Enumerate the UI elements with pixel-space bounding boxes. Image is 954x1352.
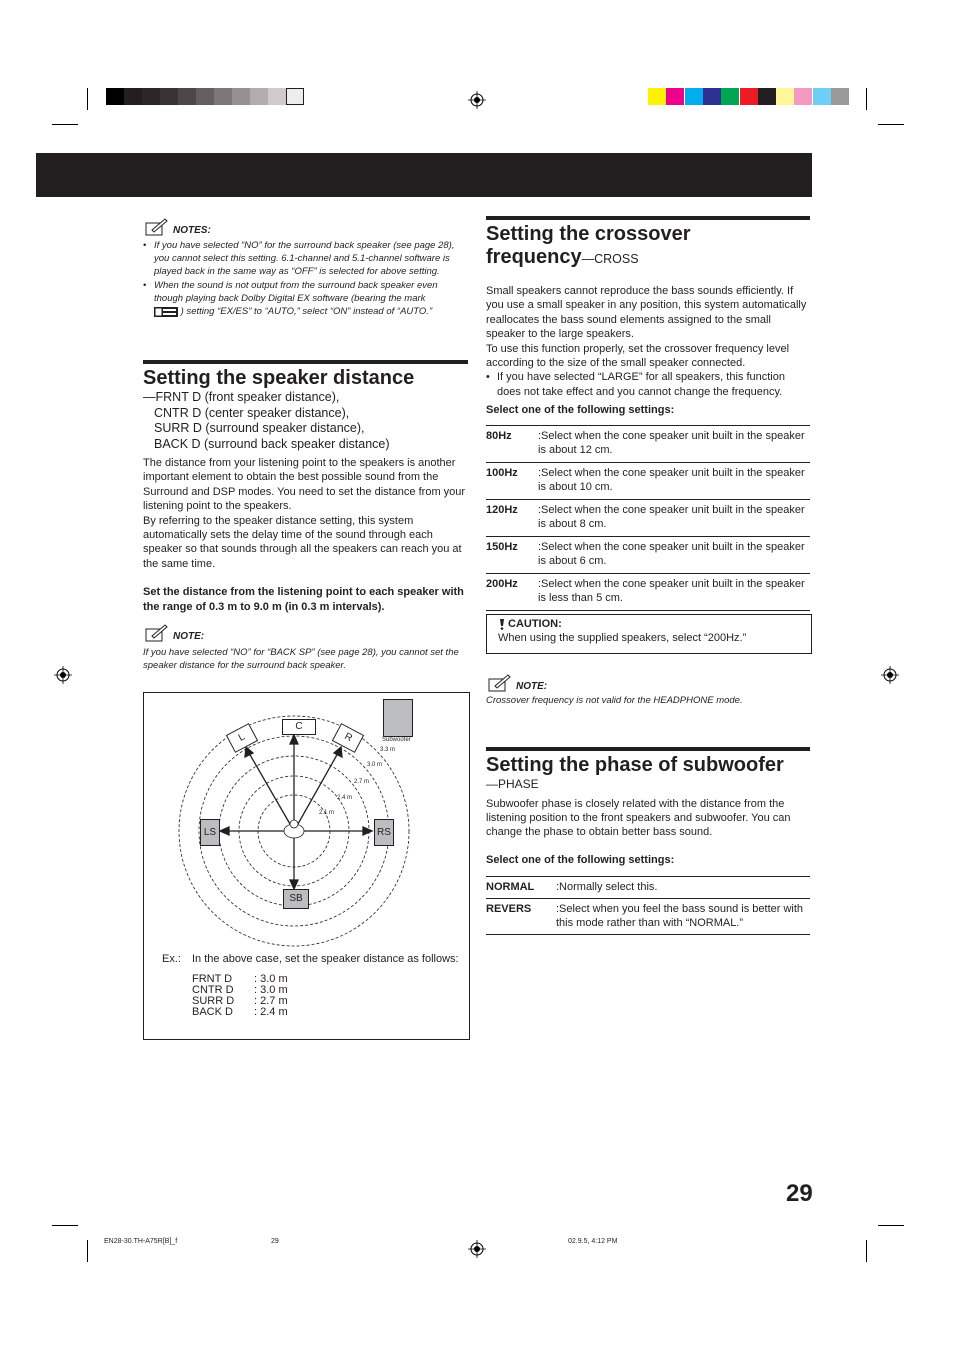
subtitle-line: BACK D (surround back speaker distance): [154, 436, 390, 451]
gray-swatch: [232, 88, 250, 105]
crop-mark: [866, 88, 867, 110]
caution-icon: [499, 619, 505, 630]
crop-mark: [52, 1225, 78, 1226]
crossover-option-row: [486, 573, 810, 610]
example-row: FRNT D : 3.0 m: [192, 973, 288, 985]
note-text: Crossover frequency is not valid for the HEADPHONE mode.: [486, 695, 743, 706]
color-swatch: [831, 88, 849, 105]
option-key: 80Hz: [486, 429, 512, 442]
page-number: 29: [786, 1180, 813, 1207]
subtitle-line: CNTR D (center speaker distance),: [154, 405, 350, 420]
crossover-option-row: [486, 462, 810, 499]
subtitle-line: SURR D (surround speaker distance),: [154, 421, 365, 435]
distance-label: 3.3 m: [380, 747, 396, 753]
surround-back-speaker: SB: [283, 889, 309, 909]
dolby-digital-ex-logo-icon: [154, 307, 178, 317]
crossover-note: [486, 672, 810, 707]
note-pencil-icon: [486, 674, 512, 692]
phase-section: [486, 747, 810, 935]
crossover-option-row: [486, 536, 810, 573]
registration-target-icon: [468, 91, 486, 109]
crossover-option-row: [486, 425, 810, 462]
crossover-section: [486, 216, 810, 611]
paragraph: Subwoofer phase is closely related with the distance from the listening position to the front speakers and subwoofer. You can change the phase to obtain better bass sound.: [486, 797, 791, 839]
footer-date: 02.9.5, 4:12 PM: [568, 1238, 618, 1245]
note-heading: NOTE:: [173, 631, 205, 643]
option-description: :Normally select this.: [556, 881, 658, 894]
gray-swatch: [160, 88, 178, 105]
gray-swatch: [214, 88, 232, 105]
paragraph: To use this function properly, set the crossover frequency level according to the size of the small speaker connected.: [486, 342, 790, 370]
surround-left-speaker: LS: [200, 819, 220, 846]
phase-option-row: [486, 877, 810, 899]
notes-section: [143, 218, 469, 318]
example-block: Ex.: In the above case, set the speaker distance as follows: FRNT D : 3.0 m CNTR D : 3.0 m SURR D : 2.7 m BACK D : 2.4 m: [162, 954, 462, 1018]
example-row: SURR D : 2.7 m: [192, 995, 288, 1007]
gray-swatch: [286, 88, 304, 105]
option-key: 200Hz: [486, 577, 518, 590]
bullet-item: • If you have selected “LARGE” for all speakers, this function does not take effect and you cannot change the frequency.: [486, 371, 785, 398]
footer-file: EN28-30.TH-A75R[B]_f: [104, 1238, 178, 1245]
color-swatch: [685, 88, 703, 105]
header-band: [36, 153, 812, 197]
subwoofer: [383, 699, 413, 737]
example-row: CNTR D : 3.0 m: [192, 984, 288, 996]
option-key: 100Hz: [486, 466, 518, 479]
option-description: :Select when the cone speaker unit built in the speaker is about 10 cm.: [538, 466, 805, 493]
speaker-distance-section: [143, 360, 468, 672]
paragraph: By referring to the speaker distance setting, this system automatically sets the delay time of the sound through each speaker so that sounds through all the speakers can reach you at the same time.: [143, 514, 462, 570]
option-description: :Select when the cone speaker unit built in the speaker is about 8 cm.: [538, 503, 805, 530]
surround-right-speaker: RS: [374, 819, 394, 846]
color-swatch: [813, 88, 831, 105]
color-swatch: [703, 88, 721, 105]
crop-mark: [866, 1240, 867, 1262]
distance-label: 3.0 m: [367, 762, 383, 768]
gray-swatch: [106, 88, 124, 105]
distance-label: 2.1 m: [319, 810, 335, 816]
color-swatch: [740, 88, 758, 105]
caution-text: When using the supplied speakers, select “200Hz.”: [498, 632, 747, 644]
crossover-options-table: [486, 425, 810, 611]
phase-option-row: [486, 899, 810, 935]
color-swatch: [721, 88, 739, 105]
distance-label: 2.4 m: [337, 795, 353, 801]
gray-swatch: [196, 88, 214, 105]
gray-swatch: [178, 88, 196, 105]
section-title: Setting the phase of subwoofer: [486, 754, 784, 776]
color-swatch: [666, 88, 684, 105]
note-pencil-icon: [143, 624, 169, 642]
gray-swatch: [268, 88, 286, 105]
notes-item: • When the sound is not output from the surround back speaker even though playing back Dolby Digital EX software (bearing the mark ) setting “EX/ES” to “AUTO,” select “ON” instead of “AUTO.”: [143, 279, 438, 318]
select-label: Select one of the following settings:: [486, 404, 675, 417]
subtitle-line: —FRNT D (front speaker distance),: [143, 390, 340, 404]
note-text: If you have selected “NO” for “BACK SP” (see page 28), you cannot set the speaker distance for the surround back speaker.: [143, 647, 459, 672]
section-title: Setting the crossover frequency—CROSS: [486, 223, 691, 268]
notes-heading: NOTES:: [173, 225, 211, 236]
registration-target-icon: [54, 666, 72, 684]
select-label: Select one of the following settings:: [486, 853, 675, 866]
gray-swatch: [142, 88, 160, 105]
option-key: NORMAL: [486, 881, 535, 894]
distance-label: 2.7 m: [354, 779, 370, 785]
center-speaker: C: [282, 719, 316, 735]
crop-mark: [878, 1225, 904, 1226]
option-description: :Select when you feel the bass sound is better with this mode rather than with “NORMAL.”: [556, 903, 804, 930]
crop-mark: [52, 124, 78, 125]
front-left-speaker: L: [226, 723, 258, 753]
section-title: Setting the speaker distance: [143, 367, 415, 389]
option-key: REVERS: [486, 903, 532, 916]
color-swatch: [776, 88, 794, 105]
color-swatch: [648, 88, 666, 105]
option-description: :Select when the cone speaker unit built in the speaker is about 6 cm.: [538, 540, 805, 567]
paragraph: The distance from your listening point to the speakers is another important element to obtain the best possible sound from the Surround and DSP modes. You need to set the distance from your listening point to the speakers.: [143, 457, 466, 513]
footer-page: 29: [271, 1238, 279, 1245]
subwoofer-label: Subwoofer: [382, 737, 411, 743]
color-swatch: [758, 88, 776, 105]
notes-item: • If you have selected “NO” for the surround back speaker (see page 28), you cannot select this setting. 6.1-channel and 5.1-channel software is played back in the same way as “OFF” is selected for above setting.: [143, 240, 455, 278]
crossover-option-row: [486, 499, 810, 536]
speaker-layout-diagram: [143, 692, 470, 1040]
front-right-speaker: R: [332, 723, 364, 753]
crop-mark: [87, 1240, 88, 1262]
registration-target-icon: [881, 666, 899, 684]
registration-target-icon: [468, 1240, 486, 1258]
instruction: Set the distance from the listening point to each speaker with the range of 0.3 m to 9.0 m (in 0.3 m intervals).: [143, 586, 464, 613]
example-row: BACK D : 2.4 m: [192, 1006, 288, 1018]
subtitle-line: —PHASE: [486, 777, 539, 791]
crop-mark: [878, 124, 904, 125]
paragraph: Small speakers cannot reproduce the bass sounds efficiently. If you use a small speaker in any position, this system automatically reallocates the bass sound elements assigned to the small speaker to the large speakers.: [486, 285, 807, 341]
option-description: :Select when the cone speaker unit built in the speaker is about 12 cm.: [538, 429, 805, 456]
caution-box: CAUTION: When using the supplied speakers, select “200Hz.”: [486, 614, 812, 654]
gray-swatch: [250, 88, 268, 105]
crop-mark: [87, 88, 88, 110]
note-pencil-icon: [143, 218, 169, 236]
phase-options-table: [486, 876, 810, 935]
option-key: 120Hz: [486, 503, 518, 516]
option-key: 150Hz: [486, 540, 518, 553]
note-heading: NOTE:: [516, 681, 548, 692]
option-description: :Select when the cone speaker unit built in the speaker is less than 5 cm.: [538, 577, 805, 604]
gray-swatch: [124, 88, 142, 105]
color-swatch: [794, 88, 812, 105]
